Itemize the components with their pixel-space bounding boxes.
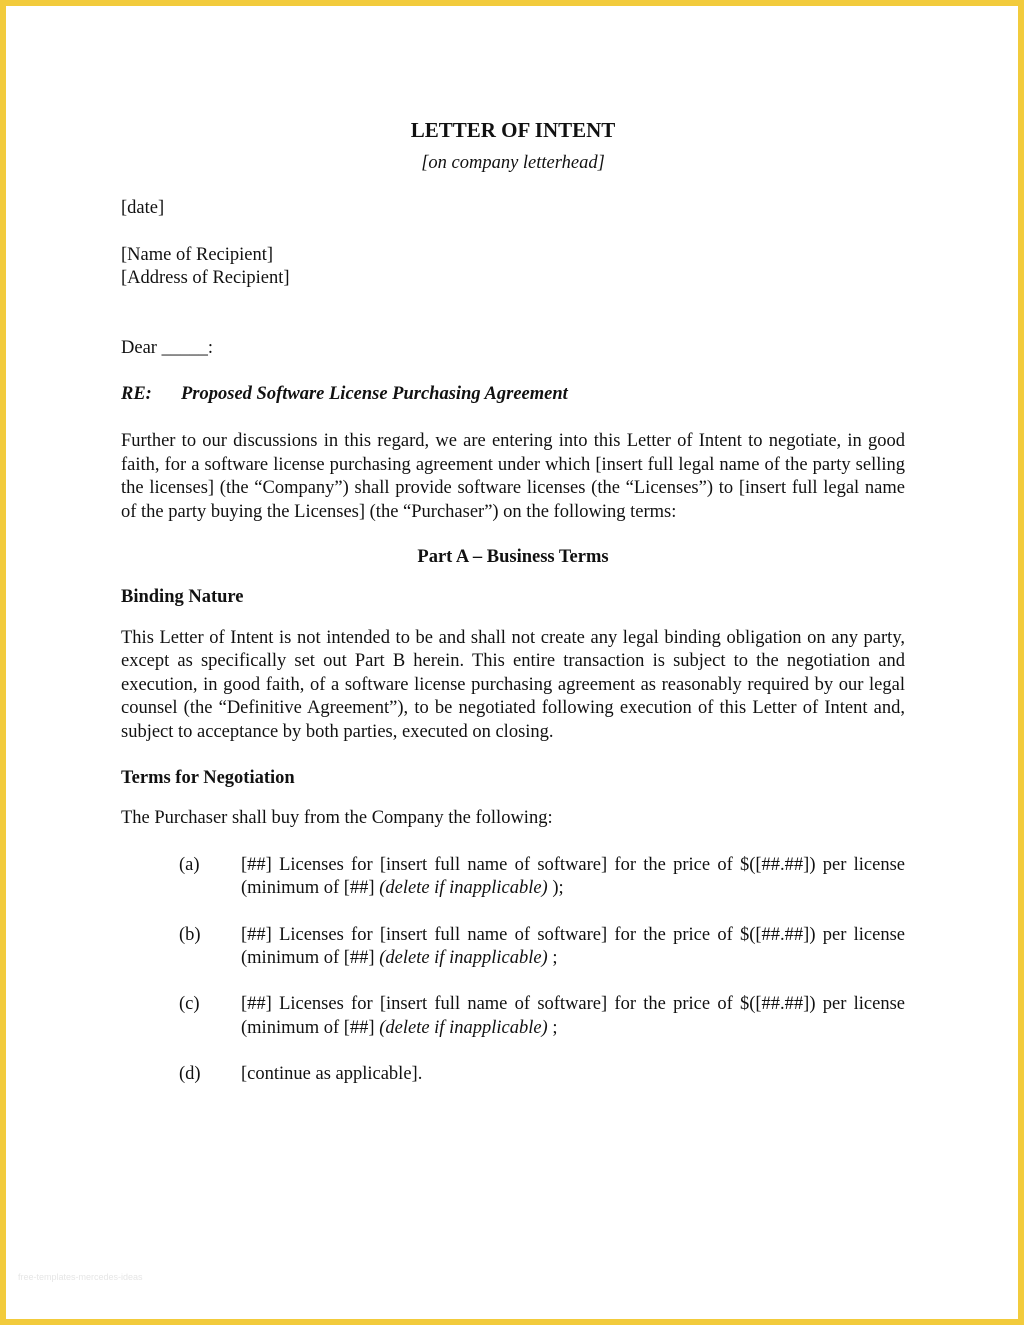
re-label: RE: bbox=[121, 384, 152, 405]
item-label: (b) bbox=[179, 924, 201, 945]
recipient-name: [Name of Recipient] bbox=[121, 244, 274, 265]
list-item bbox=[121, 1063, 905, 1086]
re-line bbox=[121, 383, 905, 406]
intro-paragraph: Further to our discussions in this regard, we are entering into this Letter of Intent to negotiate, in good faith, for a software license purchasing agreement under which [insert full legal name of the party selling the licenses] (the “Company”) shall provide software licenses (the “Licenses”) to [insert full legal name of the party buying the Licenses] (the “Purchaser”) on the following terms: bbox=[121, 431, 905, 522]
list-item bbox=[121, 924, 905, 971]
item-text: [##] Licenses for [insert full name of software] for the price of $([##.##]) per license (minimum of [##] bbox=[241, 924, 905, 968]
salutation: Dear _____: bbox=[121, 337, 213, 358]
re-subject: Proposed Software License Purchasing Agreement bbox=[181, 384, 568, 405]
part-a-heading: Part A – Business Terms bbox=[417, 547, 609, 568]
item-note: (delete if inapplicable) bbox=[379, 947, 548, 968]
item-text: [##] Licenses for [insert full name of software] for the price of $([##.##]) per license (minimum of [##] bbox=[241, 994, 905, 1038]
letter-document bbox=[121, 117, 905, 1110]
binding-paragraph: This Letter of Intent is not intended to be and shall not create any legal binding obligation on any party, except as specifically set out Part B herein. This entire transaction is subject to the negotiation and execution, in good faith, of a software license purchasing agreement as reasonably required by our legal counsel (the “Definitive Agreement”), to be negotiated following execution of this Letter of Intent and, subject to acceptance by both parties, executed on closing. bbox=[121, 627, 905, 742]
item-text: [##] Licenses for [insert full name of software] for the price of $([##.##]) per license (minimum of [##] bbox=[241, 854, 905, 899]
document-subtitle: [on company letterhead] bbox=[421, 153, 605, 173]
list-item bbox=[121, 993, 905, 1040]
item-label: (a) bbox=[179, 854, 200, 875]
watermark-text: free-templates-mercedes-ideas bbox=[18, 1272, 143, 1282]
terms-intro: The Purchaser shall buy from the Company the following: bbox=[121, 808, 553, 829]
binding-heading: Binding Nature bbox=[121, 587, 244, 608]
item-end: ; bbox=[552, 947, 558, 968]
date-line: [date] bbox=[121, 198, 165, 219]
document-title: LETTER OF INTENT bbox=[410, 118, 616, 142]
item-text: [continue as applicable]. bbox=[241, 1064, 423, 1085]
list-item bbox=[121, 854, 905, 901]
item-end: ; bbox=[552, 1017, 558, 1038]
item-label: (d) bbox=[179, 1064, 201, 1085]
item-end: ); bbox=[552, 878, 564, 899]
item-note: (delete if inapplicable) bbox=[379, 878, 548, 899]
terms-heading: Terms for Negotiation bbox=[121, 767, 295, 788]
recipient-address: [Address of Recipient] bbox=[121, 268, 290, 289]
item-label: (c) bbox=[179, 994, 200, 1015]
item-note: (delete if inapplicable) bbox=[379, 1017, 548, 1038]
